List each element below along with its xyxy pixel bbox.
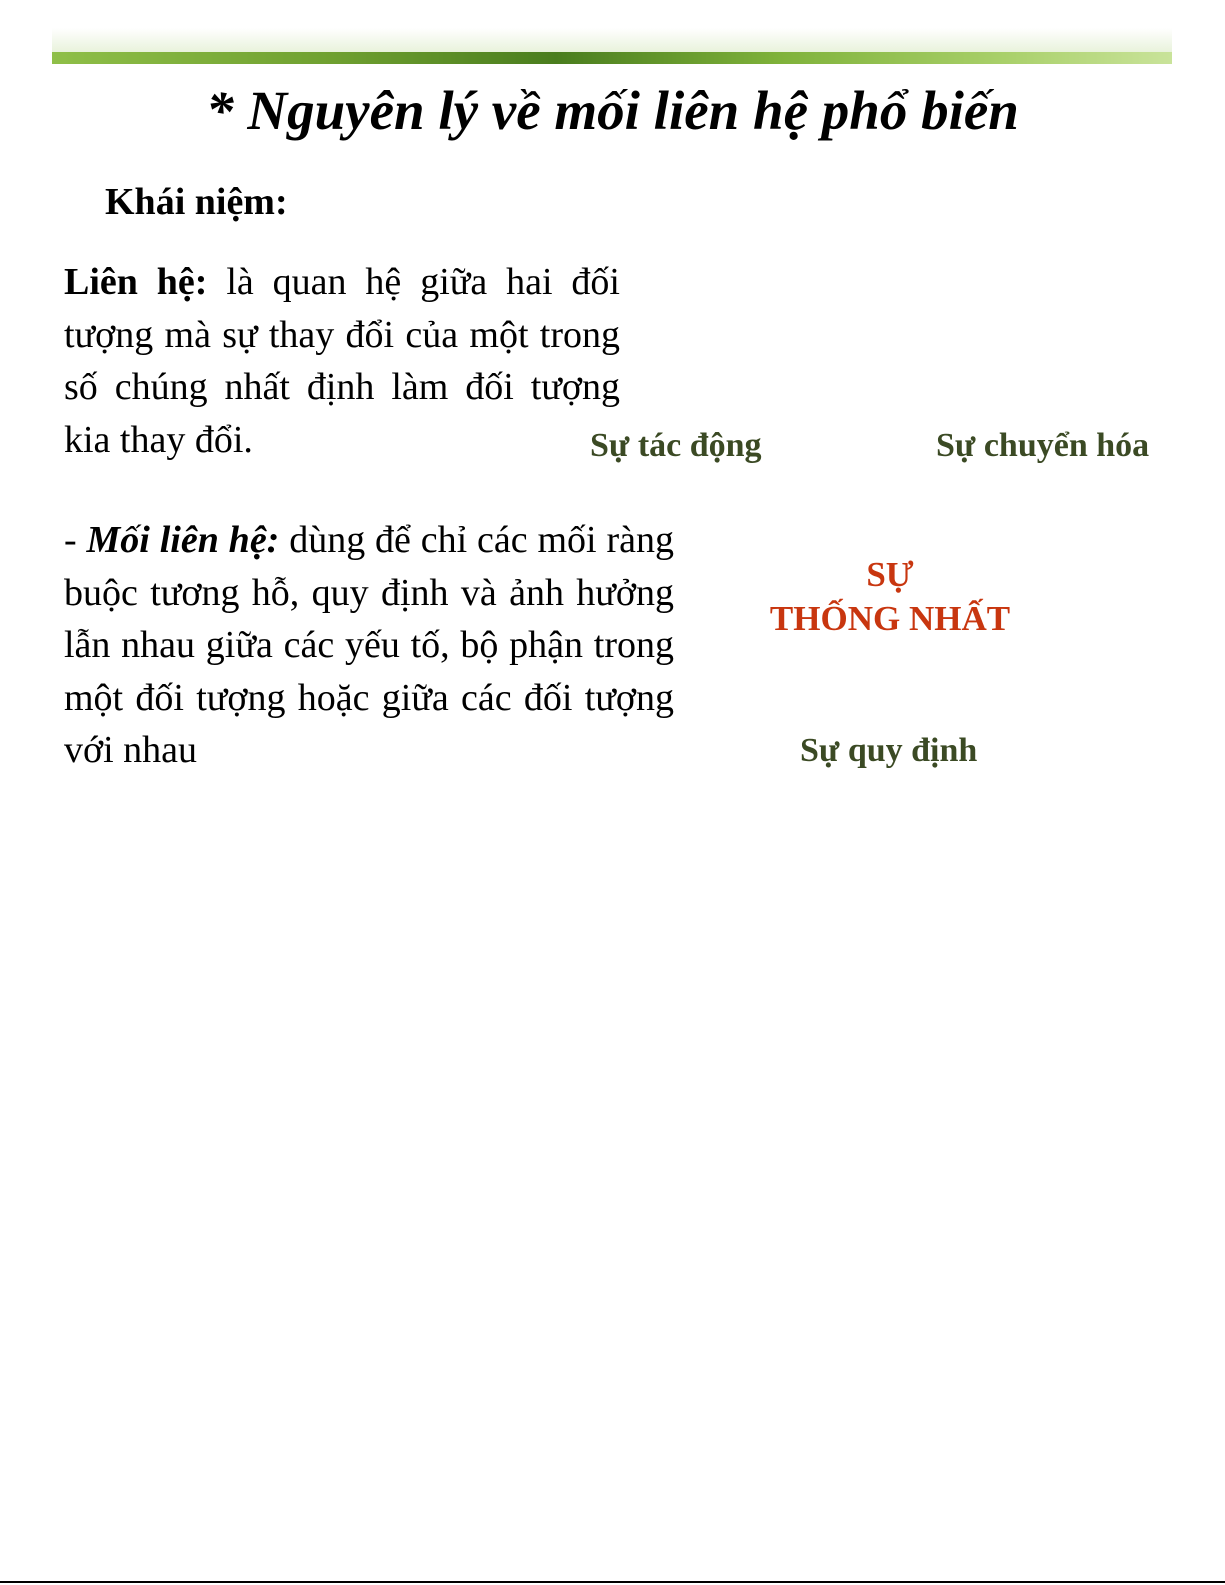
diagram-center-thong-nhat <box>760 553 1020 641</box>
diagram-center-line-2: THỐNG NHẤT <box>769 599 1011 638</box>
header-accent-bar <box>52 52 1172 64</box>
definition-moi-lien-he <box>64 514 674 777</box>
definition-lien-he-term: Liên hệ: <box>64 261 208 303</box>
definition-moi-lien-he-term: Mối liên hệ: <box>86 519 280 561</box>
definition-moi-lien-he-text: dùng để chỉ các mối ràng buộc tương hỗ, quy định và ảnh hưởng lẫn nhau giữa các yếu tố, bộ phận trong một đối tượng hoặc giữa các đối tượng với nhau <box>64 519 674 771</box>
definition-lien-he-text: là quan hệ giữa hai đối tượng mà sự thay đổi của một trong số chúng nhất định làm đối tượng kia thay đổi. <box>64 261 620 461</box>
definition-moi-lien-he-prefix: - <box>64 519 87 561</box>
header-bar-glow <box>52 28 1172 52</box>
page-bottom-border <box>0 1581 1225 1583</box>
diagram-center-line-1: SỰ <box>866 555 914 594</box>
diagram-label-tac-dong: Sự tác động <box>590 427 762 464</box>
diagram-label-chuyen-hoa: Sự chuyển hóa <box>936 427 1150 464</box>
diagram-label-quy-dinh: Sự quy định <box>800 732 978 769</box>
concept-heading: Khái niệm: <box>105 181 288 223</box>
definition-lien-he <box>64 256 620 466</box>
slide-title: * Nguyên lý về mối liên hệ phổ biến <box>206 80 1019 141</box>
